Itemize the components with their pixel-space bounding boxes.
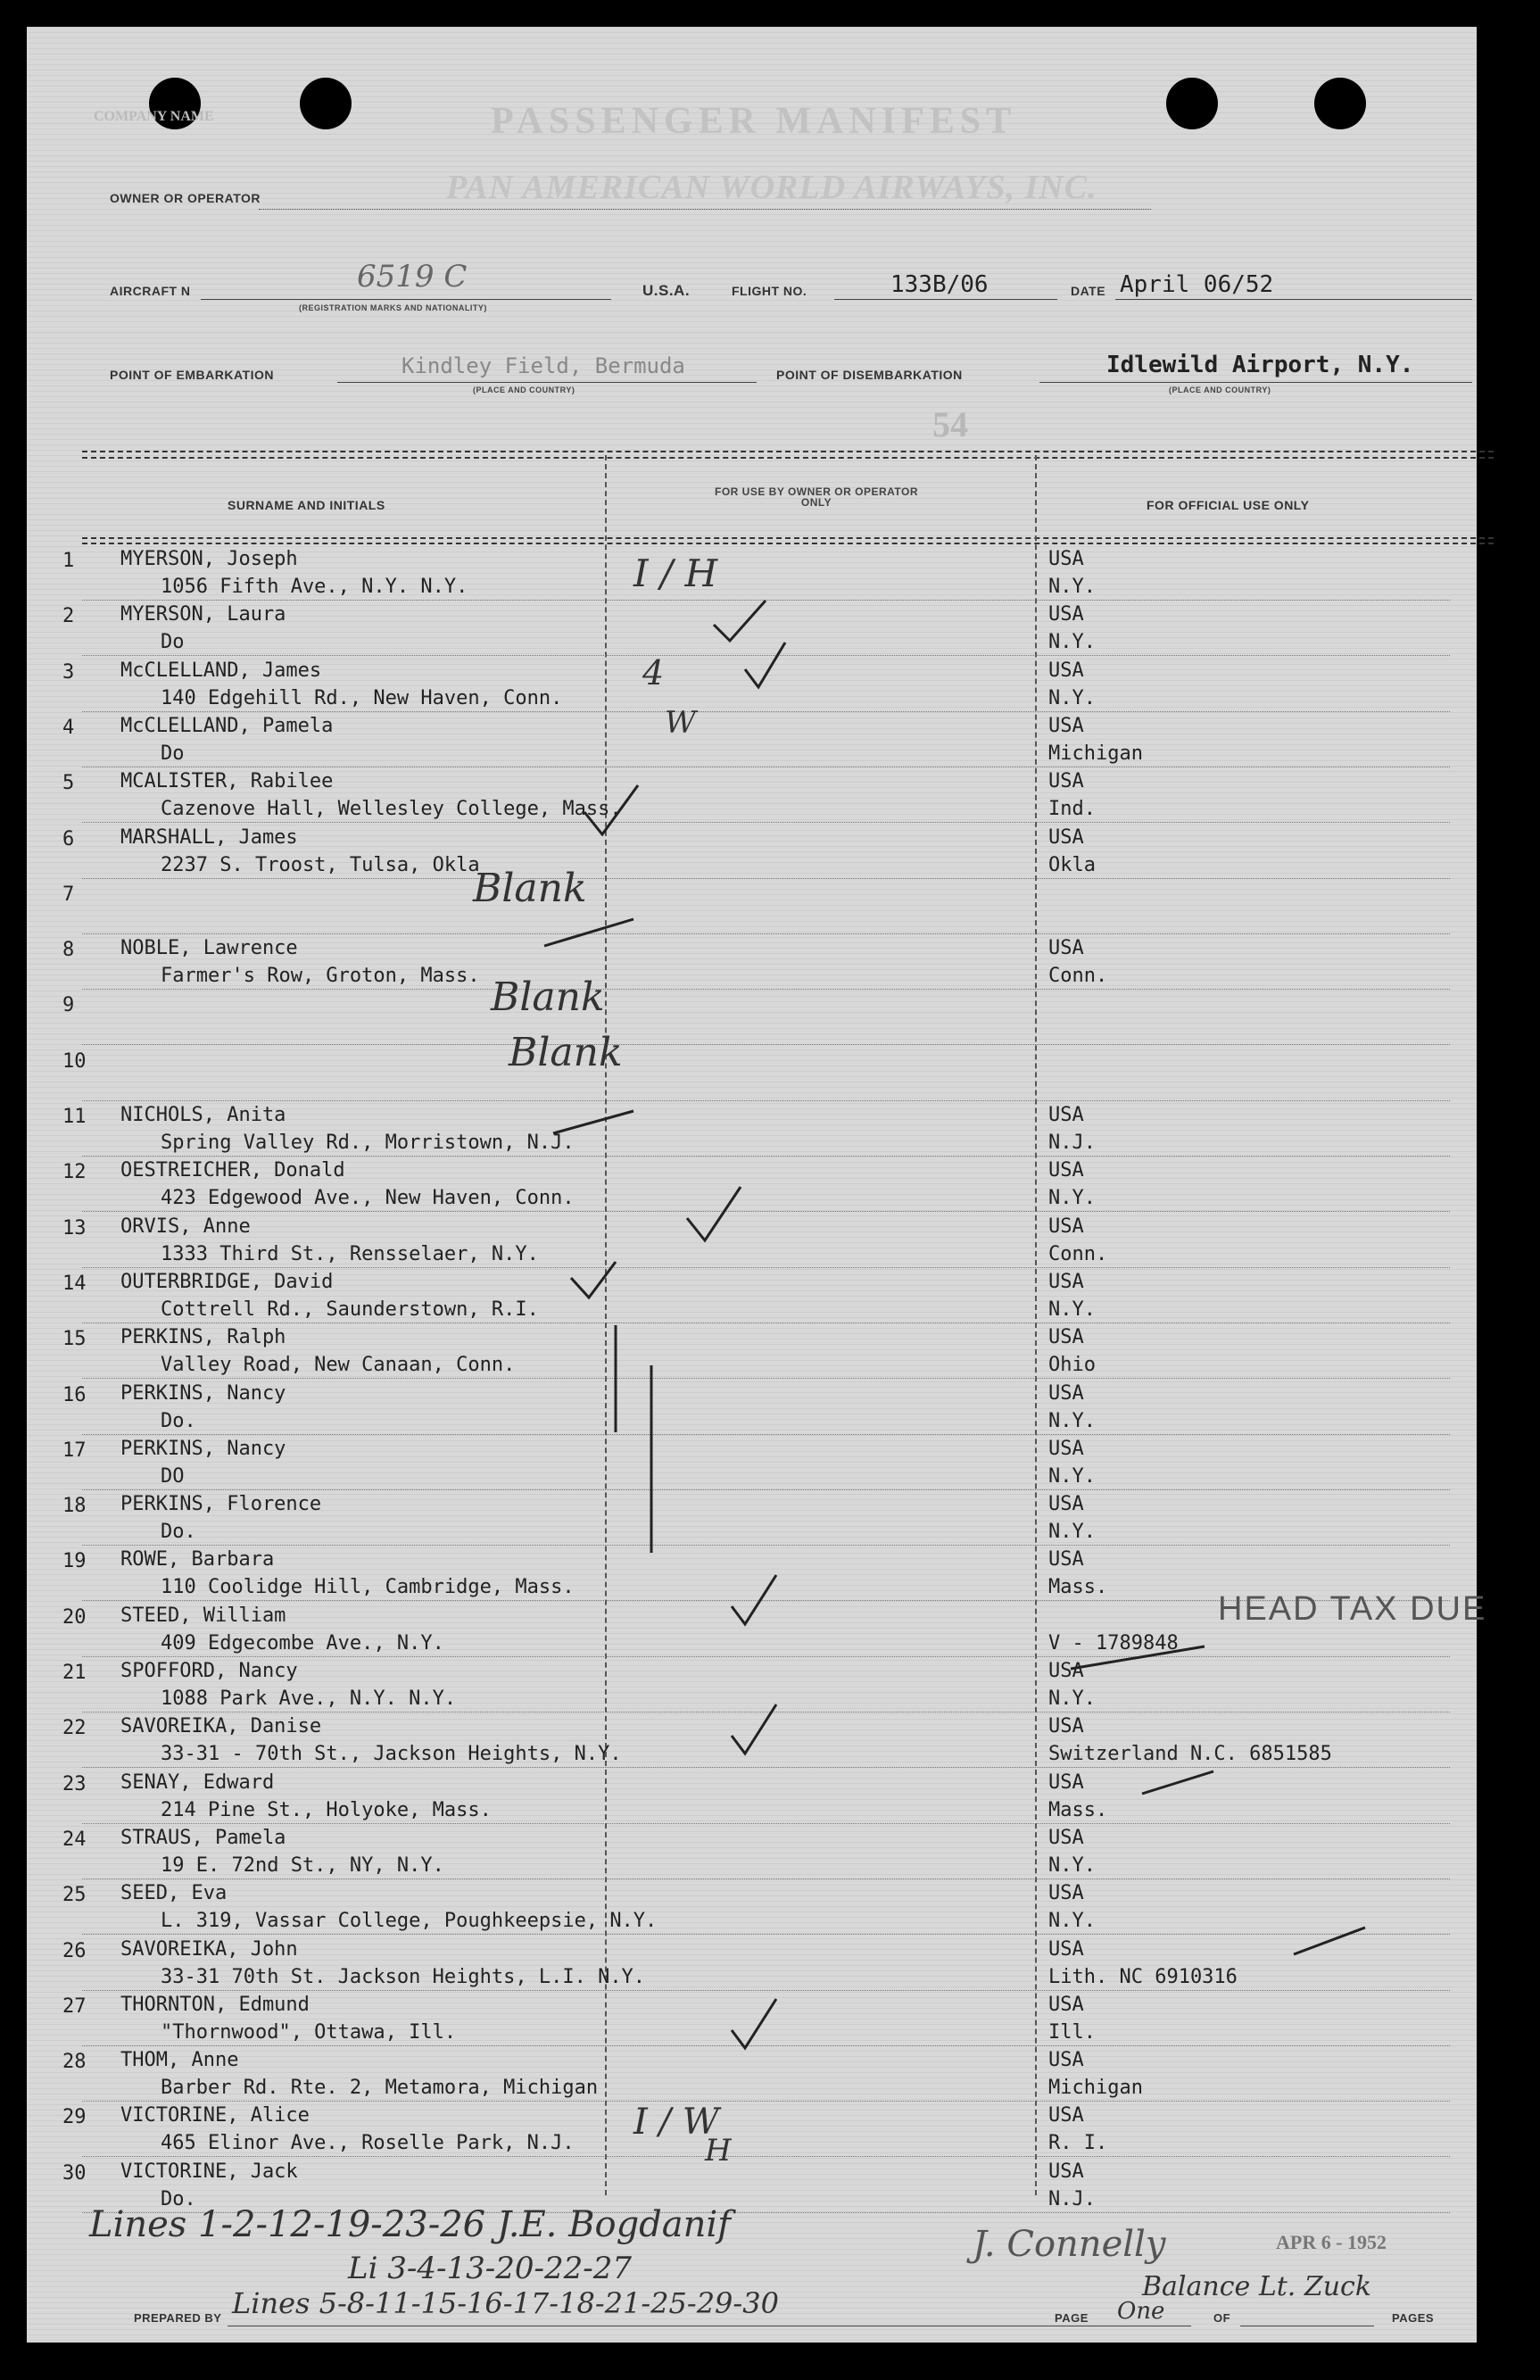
passenger-address: Do. — [161, 2187, 196, 2210]
passenger-name: PERKINS, Florence — [120, 1493, 322, 1516]
row-number: 16 — [62, 1383, 87, 1406]
row-number: 1 — [62, 550, 75, 572]
row-number: 3 — [62, 660, 75, 684]
row-separator — [82, 1767, 1450, 1768]
table-row — [27, 1382, 1477, 1438]
passenger-name: ROWE, Barbara — [120, 1548, 275, 1571]
passenger-address: Spring Valley Rd., Morristown, N.J. — [161, 1132, 575, 1154]
passenger-name: McCLELLAND, James — [120, 659, 322, 682]
punch-hole — [300, 78, 352, 129]
row-number: 23 — [62, 1772, 87, 1795]
official-residence: N.Y. — [1048, 631, 1096, 654]
passenger-address: 33-31 70th St. Jackson Heights, L.I. N.Y. — [161, 1965, 646, 1988]
official-residence: N.Y. — [1048, 1409, 1096, 1432]
passenger-address: DO — [161, 1464, 185, 1488]
passenger-address: 423 Edgewood Ave., New Haven, Conn. — [161, 1187, 575, 1210]
blank-note: Blank — [473, 866, 587, 911]
owner-mark: W — [665, 705, 696, 741]
passenger-address: Do. — [161, 1521, 196, 1544]
official-citizenship: USA — [1048, 1493, 1084, 1516]
official-residence: Lith. NC 6910316 — [1048, 1965, 1238, 1988]
row-separator — [82, 711, 1450, 712]
footer-balance-note: Balance Lt. Zuck — [1142, 2271, 1372, 2302]
footer-initial-line1: Lines 1-2-12-19-23-26 J.E. Bogdanif — [89, 2204, 731, 2245]
row-number: 14 — [62, 1272, 87, 1295]
passenger-address: Valley Road, New Canaan, Conn. — [161, 1354, 516, 1377]
passenger-address: 465 Elinor Ave., Roselle Park, N.J. — [161, 2132, 575, 2155]
table-row — [27, 992, 1477, 1048]
table-row — [27, 715, 1477, 770]
row-number: 27 — [62, 1994, 87, 2018]
table-row — [27, 1827, 1477, 1882]
owner-mark: 4 — [642, 653, 665, 692]
official-citizenship: USA — [1048, 2104, 1084, 2127]
passenger-name: VICTORINE, Jack — [120, 2160, 298, 2183]
row-separator — [82, 600, 1450, 601]
passenger-name: OESTREICHER, Donald — [120, 1159, 345, 1182]
passenger-name: PERKINS, Ralph — [120, 1326, 286, 1349]
row-number: 8 — [62, 939, 75, 962]
row-separator — [82, 989, 1450, 990]
row-number: 2 — [62, 605, 75, 628]
aircraft-caption: (REGISTRATION MARKS AND NATIONALITY) — [299, 303, 487, 312]
corner-text: COMPANY NAME — [94, 109, 214, 124]
table-row — [27, 548, 1477, 603]
official-residence: R. I. — [1048, 2132, 1108, 2155]
prepared-value: Lines 5-8-11-15-16-17-18-21-25-29-30 — [232, 2286, 779, 2320]
official-citizenship: USA — [1048, 1770, 1084, 1794]
official-citizenship: USA — [1048, 1993, 1084, 2016]
row-separator — [82, 1656, 1450, 1657]
row-number: 26 — [62, 1939, 87, 1962]
of-label: OF — [1213, 2311, 1231, 2325]
row-separator — [82, 655, 1450, 656]
row-separator — [82, 1044, 1450, 1045]
page-label: PAGE — [1055, 2311, 1089, 2325]
table-row — [27, 1438, 1477, 1493]
passenger-name: THOM, Anne — [120, 2049, 239, 2072]
row-number: 20 — [62, 1605, 87, 1629]
row-number: 17 — [62, 1439, 87, 1462]
official-citizenship: USA — [1048, 1159, 1084, 1182]
row-number: 22 — [62, 1717, 87, 1740]
official-residence: Ohio — [1048, 1354, 1096, 1377]
row-separator — [82, 1934, 1450, 1935]
table-row — [27, 1215, 1477, 1271]
official-residence: N.Y. — [1048, 1521, 1096, 1544]
row-number: 18 — [62, 1495, 87, 1518]
embark-label: POINT OF EMBARKATION — [110, 368, 274, 382]
official-residence: Ill. — [1048, 2020, 1096, 2044]
official-residence: N.Y. — [1048, 1688, 1096, 1710]
passenger-name: MCALISTER, Rabilee — [120, 770, 334, 793]
row-separator — [82, 822, 1450, 823]
table-row — [27, 1049, 1477, 1104]
official-citizenship: USA — [1048, 1326, 1084, 1349]
passenger-address: 33-31 - 70th St., Jackson Heights, N.Y. — [161, 1743, 622, 1766]
row-number: 12 — [62, 1161, 87, 1184]
passenger-name: OUTERBRIDGE, David — [120, 1270, 334, 1293]
table-row — [27, 1715, 1477, 1770]
row-separator — [82, 1878, 1450, 1879]
table-row — [27, 1994, 1477, 2049]
official-residence: N.Y. — [1048, 1853, 1096, 1877]
page-value: One — [1117, 2298, 1165, 2325]
official-citizenship: USA — [1048, 937, 1084, 960]
row-number: 10 — [62, 1049, 87, 1073]
passenger-address: 1056 Fifth Ave., N.Y. N.Y. — [161, 576, 468, 598]
head-tax-due-stamp: HEAD TAX DUE — [1218, 1590, 1487, 1628]
footer-initial-line2: Li 3-4-13-20-22-27 — [348, 2251, 633, 2286]
passenger-name: ORVIS, Anne — [120, 1215, 251, 1238]
passenger-name: VICTORINE, Alice — [120, 2104, 310, 2127]
official-residence: N.Y. — [1048, 1298, 1096, 1321]
official-citizenship: USA — [1048, 1215, 1084, 1238]
official-residence: N.J. — [1048, 2187, 1096, 2210]
row-separator — [82, 2045, 1450, 2046]
row-separator — [82, 1378, 1450, 1379]
col-header-official-use: FOR OFFICIAL USE ONLY — [1147, 498, 1310, 512]
official-citizenship: USA — [1048, 603, 1084, 626]
row-number: 25 — [62, 1884, 87, 1907]
official-residence: Conn. — [1048, 965, 1108, 988]
passenger-address: 110 Coolidge Hill, Cambridge, Mass. — [161, 1576, 575, 1599]
col-header-surname: SURNAME AND INITIALS — [228, 498, 385, 512]
owner-mark: H — [705, 2133, 732, 2169]
table-row — [27, 770, 1477, 825]
date-value: April 06/52 — [1120, 271, 1274, 298]
disembark-place-caption: (PLACE AND COUNTRY) — [1169, 386, 1271, 394]
table-row — [27, 826, 1477, 882]
passenger-address: Cottrell Rd., Saunderstown, R.I. — [161, 1298, 539, 1321]
official-residence: V - 1789848 — [1048, 1631, 1179, 1654]
passenger-address: 1333 Third St., Rensselaer, N.Y. — [161, 1242, 539, 1265]
disembark-label: POINT OF DISEMBARKATION — [776, 368, 963, 382]
passenger-address: Barber Rd. Rte. 2, Metamora, Michigan — [161, 2077, 599, 2100]
row-number: 28 — [62, 2051, 87, 2074]
official-citizenship: USA — [1048, 1437, 1084, 1460]
official-residence: N.J. — [1048, 1132, 1096, 1154]
passenger-name: SPOFFORD, Nancy — [120, 1660, 298, 1682]
row-separator — [82, 933, 1450, 934]
row-number: 11 — [62, 1106, 87, 1128]
table-row — [27, 882, 1477, 937]
passenger-address: 1088 Park Ave., N.Y. N.Y. — [161, 1688, 457, 1710]
row-separator — [82, 2101, 1450, 2102]
row-separator — [82, 1267, 1450, 1268]
passenger-name: PERKINS, Nancy — [120, 1381, 286, 1405]
row-number: 21 — [62, 1662, 87, 1684]
passenger-address: Do — [161, 631, 185, 654]
footer-signature: J. Connelly — [973, 2224, 1166, 2265]
passenger-address: Do — [161, 742, 185, 765]
aircraft-value: 6519 C — [357, 259, 468, 294]
passenger-address: Do. — [161, 1409, 196, 1432]
row-separator — [82, 1100, 1450, 1101]
row-number: 19 — [62, 1550, 87, 1573]
official-citizenship: USA — [1048, 1104, 1084, 1126]
official-citizenship: USA — [1048, 1826, 1084, 1849]
table-row — [27, 1938, 1477, 1994]
passenger-name: MARSHALL, James — [120, 825, 298, 849]
passenger-address: 409 Edgecombe Ave., N.Y. — [161, 1631, 444, 1654]
passenger-name: STEED, William — [120, 1604, 286, 1627]
official-citizenship: USA — [1048, 1660, 1084, 1682]
passenger-address: 2237 S. Troost, Tulsa, Okla — [161, 853, 480, 876]
disembark-value: Idlewild Airport, N.Y. — [1106, 352, 1414, 378]
embark-place-caption: (PLACE AND COUNTRY) — [473, 386, 575, 394]
official-citizenship: USA — [1048, 1270, 1084, 1293]
table-row — [27, 1104, 1477, 1159]
flight-value: 133B/06 — [890, 271, 989, 298]
nationality: U.S.A. — [642, 282, 691, 299]
official-citizenship: USA — [1048, 659, 1084, 682]
row-separator — [82, 878, 1450, 879]
passenger-address: 214 Pine St., Holyoke, Mass. — [161, 1798, 492, 1821]
row-separator — [82, 1545, 1450, 1546]
passenger-name: STRAUS, Pamela — [120, 1826, 286, 1849]
official-residence: Mass. — [1048, 1576, 1108, 1599]
manifest-title: PASSENGER MANIFEST — [491, 101, 1017, 142]
row-number: 4 — [62, 716, 75, 739]
owner-label: OWNER OR OPERATOR — [110, 191, 261, 205]
col-header-owner-use: FOR USE BY OWNER OR OPERATOR ONLY — [714, 485, 919, 509]
row-separator — [82, 1823, 1450, 1824]
row-number: 15 — [62, 1328, 87, 1351]
table-row — [27, 603, 1477, 659]
row-separator — [82, 1434, 1450, 1435]
passenger-name: SENAY, Edward — [120, 1770, 275, 1794]
official-citizenship: USA — [1048, 1937, 1084, 1961]
passenger-address: Cazenove Hall, Wellesley College, Mass. — [161, 798, 622, 821]
passenger-name: NOBLE, Lawrence — [120, 937, 298, 960]
row-separator — [82, 1489, 1450, 1490]
table-row — [27, 937, 1477, 992]
faint-stamp-number: 54 — [932, 404, 968, 444]
official-residence: N.Y. — [1048, 686, 1096, 709]
row-separator — [82, 1211, 1450, 1212]
passenger-address: 19 E. 72nd St., NY, N.Y. — [161, 1853, 444, 1877]
official-residence: N.Y. — [1048, 1910, 1096, 1933]
official-citizenship: USA — [1048, 2049, 1084, 2072]
row-number: 7 — [62, 883, 75, 906]
punch-hole — [1166, 78, 1218, 129]
table-row — [27, 1882, 1477, 1937]
table-row — [27, 2104, 1477, 2160]
passenger-address: "Thornwood", Ottawa, Ill. — [161, 2020, 457, 2044]
table-row — [27, 1771, 1477, 1827]
table-row — [27, 1159, 1477, 1215]
official-citizenship: USA — [1048, 770, 1084, 793]
official-residence: N.Y. — [1048, 1464, 1096, 1488]
row-number: 30 — [62, 2161, 87, 2185]
row-number: 5 — [62, 772, 75, 795]
passenger-name: SAVOREIKA, Danise — [120, 1715, 322, 1738]
aircraft-label: AIRCRAFT N — [110, 284, 191, 298]
passenger-name: MYERSON, Laura — [120, 603, 286, 626]
passenger-name: SEED, Eva — [120, 1882, 228, 1905]
embark-value: Kindley Field, Bermuda — [402, 353, 685, 378]
official-residence: Conn. — [1048, 1242, 1108, 1265]
footer-date-stamp: APR 6 - 1952 — [1276, 2231, 1387, 2253]
row-separator — [82, 1156, 1450, 1157]
table-row — [27, 2049, 1477, 2104]
passenger-name: SAVOREIKA, John — [120, 1937, 298, 1961]
official-residence: Michigan — [1048, 742, 1143, 765]
official-citizenship: USA — [1048, 1381, 1084, 1405]
official-residence: Okla — [1048, 853, 1096, 876]
official-citizenship: USA — [1048, 2160, 1084, 2183]
row-number: 9 — [62, 994, 75, 1017]
table-row — [27, 1271, 1477, 1326]
official-citizenship: USA — [1048, 1715, 1084, 1738]
official-residence: N.Y. — [1048, 576, 1096, 598]
flight-label: FLIGHT NO. — [732, 284, 807, 298]
table-row — [27, 1326, 1477, 1381]
passenger-name: THORNTON, Edmund — [120, 1993, 310, 2016]
manifest-sheet — [27, 27, 1487, 2343]
row-number: 6 — [62, 827, 75, 850]
official-citizenship: USA — [1048, 548, 1084, 570]
date-label: DATE — [1071, 284, 1106, 298]
passenger-name: MYERSON, Joseph — [120, 548, 298, 570]
official-residence: Ind. — [1048, 798, 1096, 821]
passenger-name: McCLELLAND, Pamela — [120, 714, 334, 737]
passenger-address: 140 Edgehill Rd., New Haven, Conn. — [161, 686, 563, 709]
owner-mark: I / H — [633, 551, 718, 595]
blank-note: Blank — [509, 1030, 623, 1075]
row-number: 24 — [62, 1828, 87, 1851]
table-row — [27, 659, 1477, 715]
official-residence: N.Y. — [1048, 1187, 1096, 1210]
owner-mark: I / W — [633, 2102, 719, 2143]
punch-hole — [1314, 78, 1366, 129]
owner-value: PAN AMERICAN WORLD AIRWAYS, INC. — [446, 169, 1097, 206]
row-separator — [82, 2156, 1450, 2157]
row-separator — [82, 1990, 1450, 1991]
official-citizenship: USA — [1048, 825, 1084, 849]
official-residence: Switzerland N.C. 6851585 — [1048, 1743, 1332, 1766]
official-residence: Michigan — [1048, 2077, 1143, 2100]
pages-label: PAGES — [1392, 2311, 1435, 2325]
table-row — [27, 1493, 1477, 1548]
table-row — [27, 1660, 1477, 1715]
passenger-name: PERKINS, Nancy — [120, 1437, 286, 1460]
row-number: 29 — [62, 2106, 87, 2129]
official-citizenship: USA — [1048, 714, 1084, 737]
blank-note: Blank — [491, 974, 605, 1020]
official-citizenship: USA — [1048, 1548, 1084, 1571]
passenger-name: NICHOLS, Anita — [120, 1104, 286, 1126]
official-citizenship: USA — [1048, 1882, 1084, 1905]
passenger-address: Farmer's Row, Groton, Mass. — [161, 965, 480, 988]
prepared-label: PREPARED BY — [134, 2311, 222, 2325]
row-number: 13 — [62, 1216, 87, 1240]
official-residence: Mass. — [1048, 1798, 1108, 1821]
passenger-address: L. 319, Vassar College, Poughkeepsie, N.Y. — [161, 1910, 658, 1933]
